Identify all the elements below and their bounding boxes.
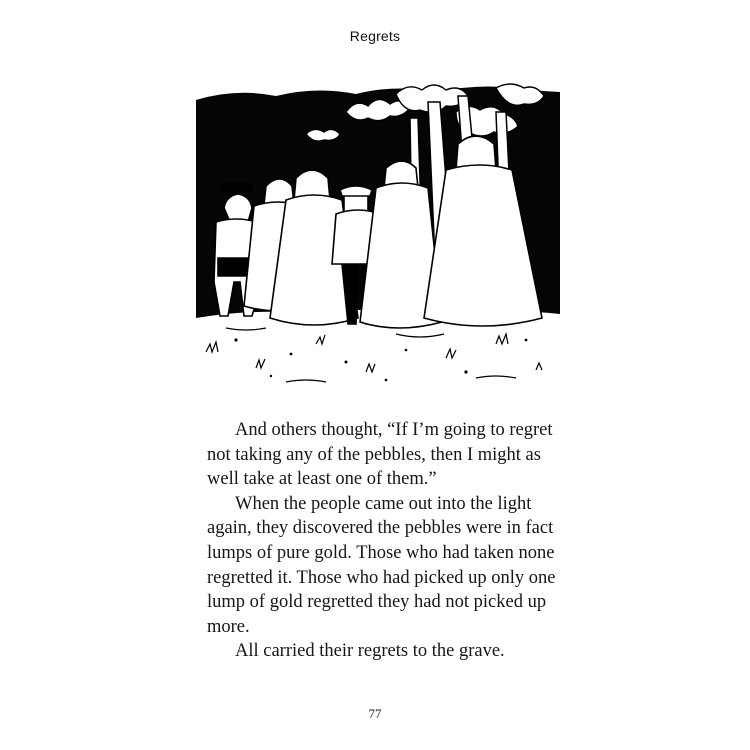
page-number: 77 bbox=[368, 706, 382, 721]
illustration-drawing bbox=[196, 82, 560, 388]
paragraph-2: When the people came out into the light again, they discovered the pebbles were in fact lumps of pure gold. Those who had taken none regretted it. Those who had picked up only one lump of gold regretted they had not picked up more. bbox=[207, 493, 556, 637]
illustration-figures-in-forest bbox=[196, 82, 560, 388]
paragraph-1: And others thought, “If I’m going to regret not taking any of the pebbles, then I might as well take at least one of them.” bbox=[207, 420, 553, 490]
paragraph-3: All carried their regrets to the grave. bbox=[235, 641, 505, 662]
running-head-title: Regrets bbox=[349, 28, 401, 44]
body-text bbox=[207, 418, 557, 664]
